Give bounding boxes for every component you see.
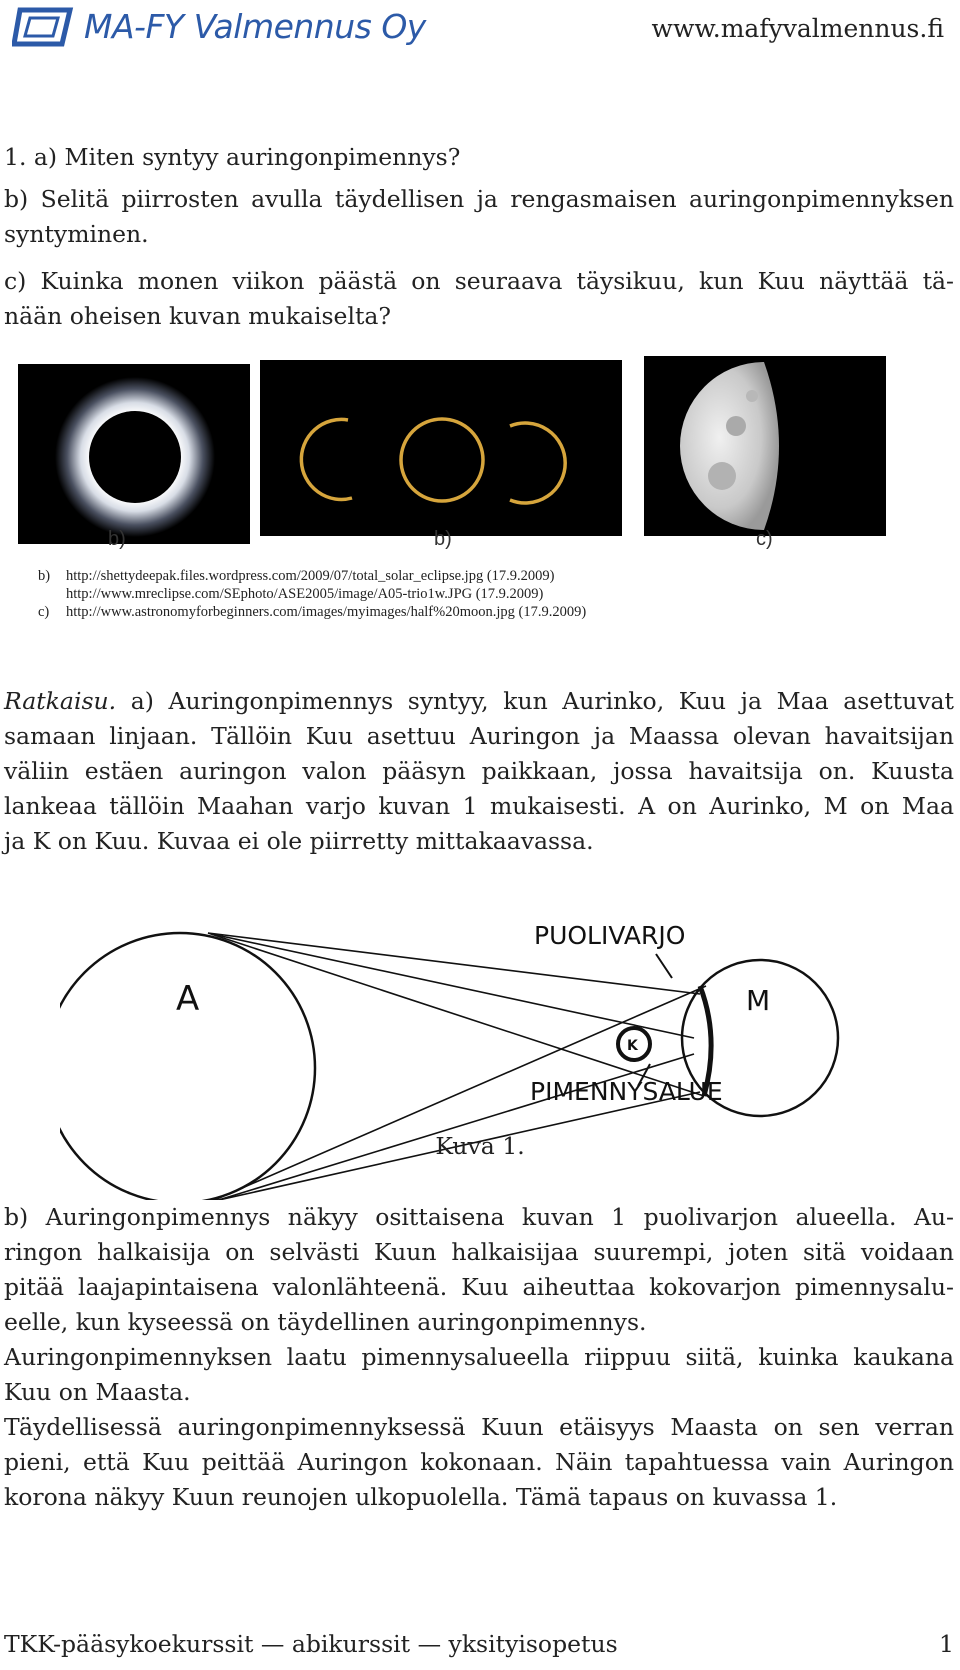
question-1c-line1: c) Kuinka monen viikon päästä on seuraava täysikuu, kun Kuu näyttää tä- — [4, 267, 954, 295]
photo-half-moon — [644, 356, 886, 536]
solution-b-line8: pieni, että Kuu peittää Auringon kokonaan. Näin tapahtuessa vain Auringon — [4, 1448, 954, 1476]
solution-b — [4, 1200, 954, 1515]
label-earth: M — [746, 984, 771, 1017]
question-1c — [4, 264, 954, 334]
penumbra-pointer — [656, 954, 672, 978]
question-1b — [4, 182, 954, 252]
solution-a-line1 — [4, 684, 954, 719]
source-url-1: http://shettydeepak.files.wordpress.com/2009/07/total_solar_eclipse.jpg (17.9.2009) — [66, 568, 555, 584]
photo-label-1: b) — [108, 528, 126, 550]
label-penumbra: PUOLIVARJO — [534, 921, 686, 950]
solution-b-line6: Kuu on Maasta. — [4, 1378, 191, 1406]
source-label-3: c) — [38, 604, 50, 620]
logo-text: MA-FY Valmennus Oy — [84, 6, 426, 46]
company-logo — [12, 4, 426, 48]
solution-b-line2: ringon halkaisija on selvästi Kuun halkaisijaa suurempi, joten sitä voidaan — [4, 1238, 954, 1266]
solution-a-line1-text: a) Auringonpimennys syntyy, kun Aurinko, Kuu ja Maa asettuvat — [116, 687, 954, 715]
solution-a-line2: samaan linjaan. Tällöin Kuu asettuu Auringon ja Maassa olevan havaitsijan — [4, 722, 954, 750]
question-1b-line1: b) Selitä piirrosten avulla täydellisen ja rengasmaisen auringonpimennyksen — [4, 185, 954, 213]
footer-text: TKK-pääsykoekurssit — abikurssit — yksityisopetus — [4, 1630, 618, 1658]
solution-b-line9: korona näkyy Kuun reunojen ulkopuolella. Tämä tapaus on kuvassa 1. — [4, 1483, 838, 1511]
logo-emblem-icon — [12, 4, 76, 48]
source-url-3: http://www.astronomyforbeginners.com/images/myimages/half%20moon.jpg (17.9.2009) — [66, 604, 587, 620]
page-footer — [4, 1630, 954, 1666]
question-1b-line2: syntyminen. — [4, 220, 149, 248]
solution-a-line3: väliin estäen auringon valon pääsyn paikkaan, jossa havaitsija on. Kuusta — [4, 757, 954, 785]
photo-total-eclipse — [18, 364, 250, 544]
solution-b-line7: Täydellisessä auringonpimennyksessä Kuun etäisyys Maasta on sen verran — [4, 1413, 954, 1441]
source-url-2: http://www.mreclipse.com/SEphoto/ASE2005/image/A05-trio1w.JPG (17.9.2009) — [66, 586, 544, 602]
photo-label-3: c) — [756, 528, 773, 550]
solution-b-line1: b) Auringonpimennys näkyy osittaisena kuvan 1 puolivarjon alueella. Au- — [4, 1203, 954, 1231]
solution-b-line5: Auringonpimennyksen laatu pimennysalueella riippuu siitä, kuinka kaukana — [4, 1343, 954, 1371]
solution-b-line3: pitää laajapintaisena valonlähteenä. Kuu aiheuttaa kokovarjon pimennysalu- — [4, 1273, 954, 1301]
question-1a: 1. a) Miten syntyy auringonpimennys? — [4, 143, 461, 171]
solution-lead: Ratkaisu. — [4, 687, 117, 715]
label-moon: K — [627, 1038, 638, 1054]
solution-a — [4, 684, 954, 859]
photo-strip — [10, 360, 950, 670]
solution-a-line5: ja K on Kuu. Kuvaa ei ole piirretty mittakaavassa. — [4, 827, 594, 855]
source-label-1: b) — [38, 568, 51, 584]
solution-b-line4: eelle, kun kyseessä on täydellinen auringonpimennys. — [4, 1308, 647, 1336]
site-url[interactable]: www.mafyvalmennus.fi — [651, 14, 944, 43]
question-1c-line2: nään oheisen kuvan mukaiselta? — [4, 302, 392, 330]
solution-a-line4: lankeaa tällöin Maahan varjo kuvan 1 mukaisesti. A on Aurinko, M on Maa — [4, 792, 954, 820]
photo-label-2: b) — [434, 528, 452, 550]
label-sun: A — [176, 979, 200, 1019]
page-header — [12, 0, 952, 52]
label-umbra: PIMENNYSALUE — [530, 1077, 723, 1106]
figure-caption: Kuva 1. — [435, 1132, 525, 1160]
photo-annular-eclipse-trio — [260, 360, 622, 536]
page-number: 1 — [939, 1630, 954, 1658]
